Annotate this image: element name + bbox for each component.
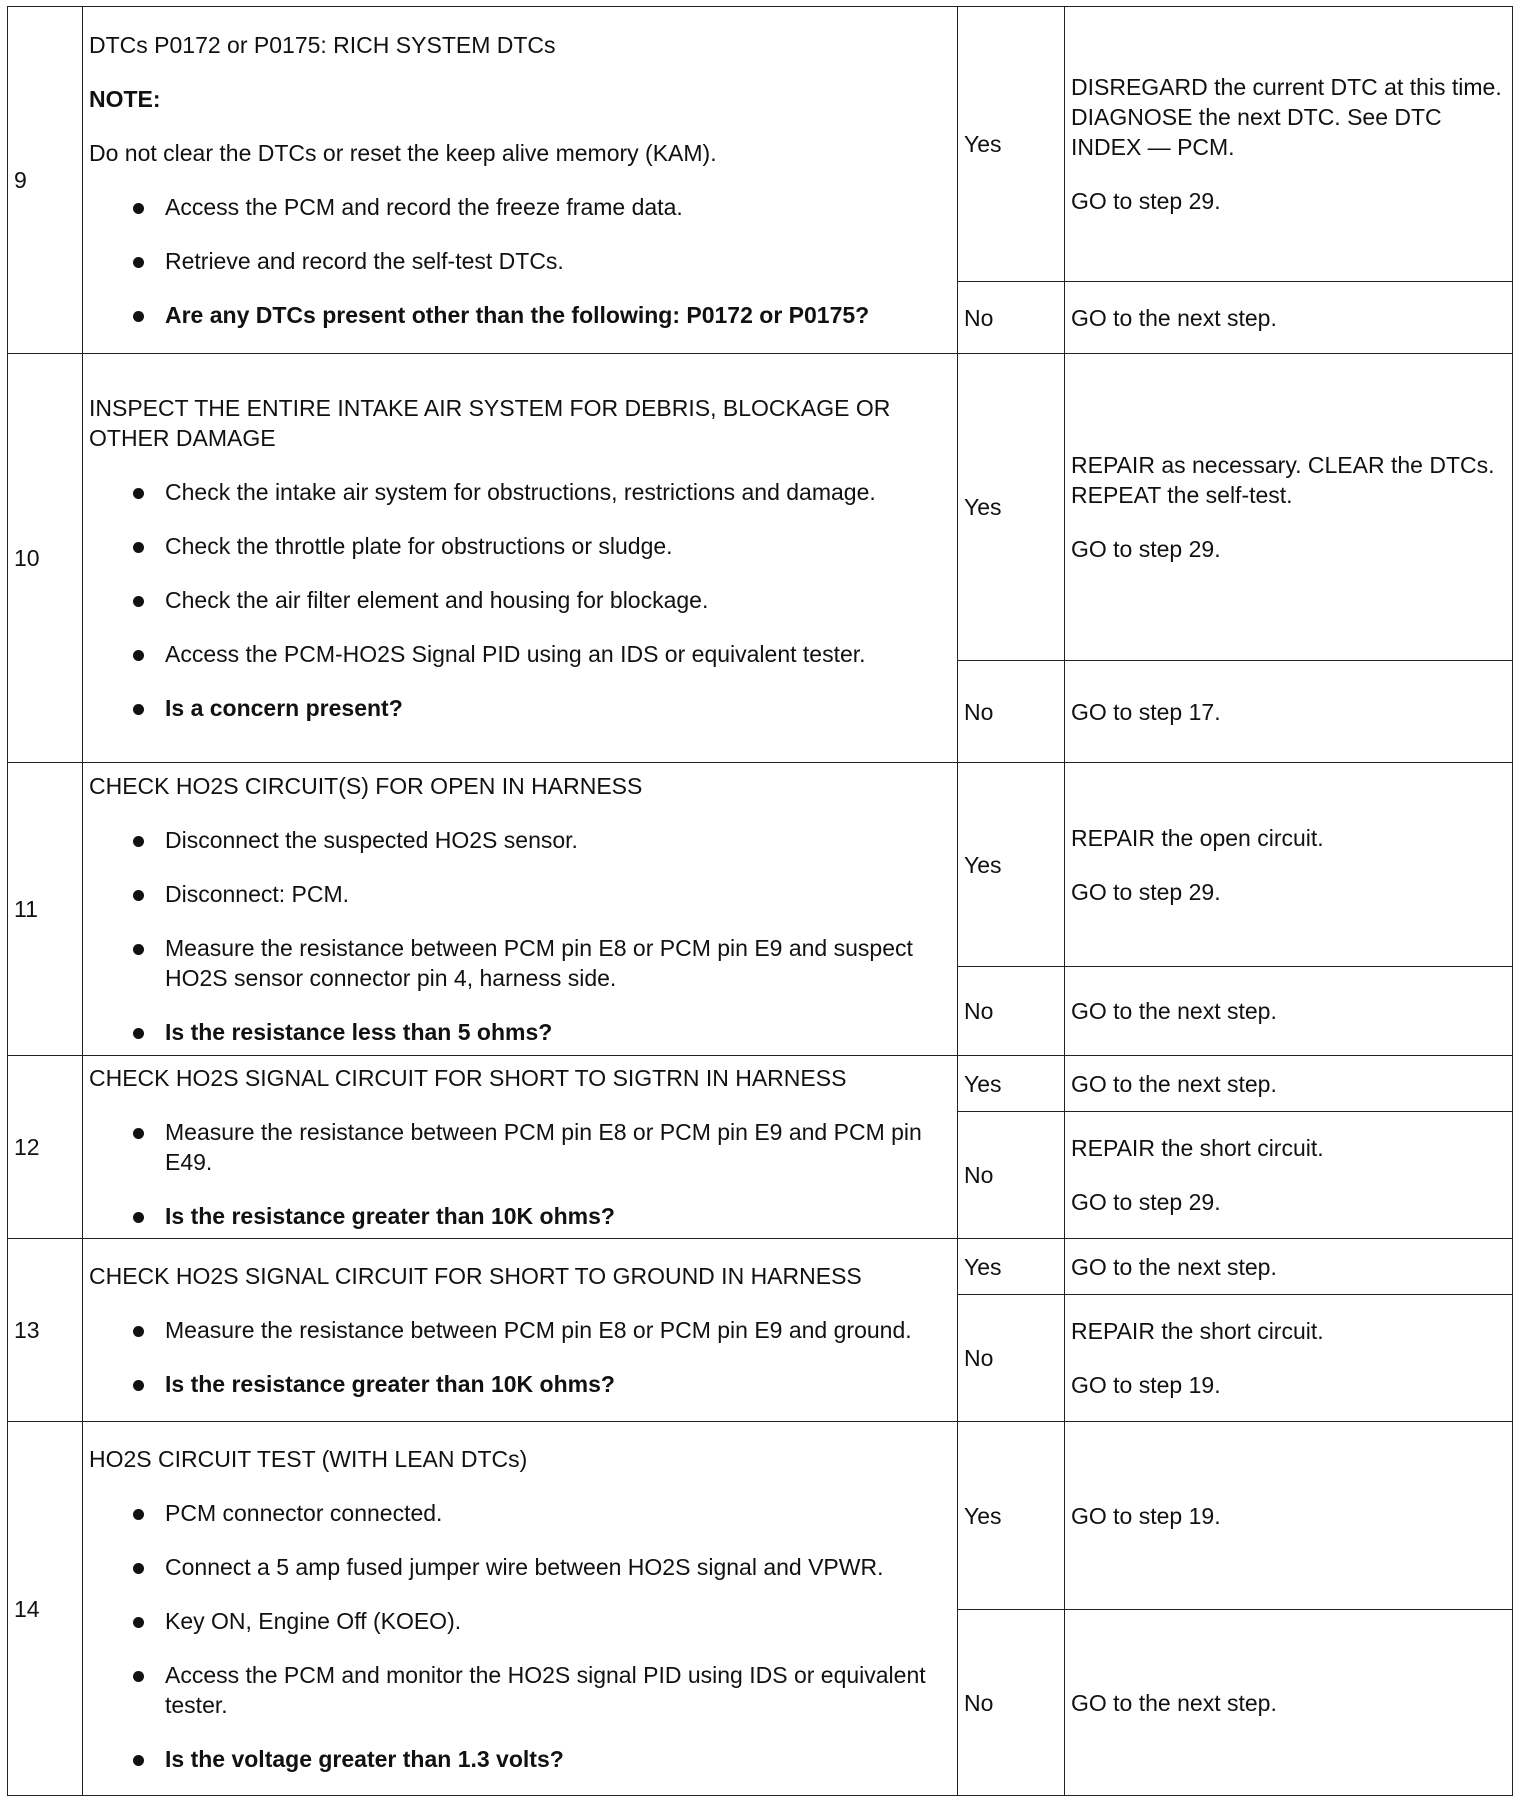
bullet-icon [133,1380,144,1391]
bullet-item: Check the air filter element and housing for blockage. [89,585,951,615]
step-heading: HO2S CIRCUIT TEST (WITH LEAN DTCs) [89,1445,528,1472]
bullet-list [89,1315,951,1399]
result-yes: Yes [958,7,1065,282]
note-label: NOTE: [89,86,161,112]
step-action [83,7,958,354]
bullet-icon [133,1128,144,1139]
note-text: Do not clear the DTCs or reset the keep alive memory (KAM). [89,140,717,166]
step-number: 9 [8,7,83,354]
bullet-icon [133,311,144,322]
outcome-no: GO to the next step. [1065,282,1513,354]
result-no: No [958,282,1065,354]
bullet-icon [133,1617,144,1628]
result-no: No [958,1112,1065,1239]
bullet-item: Connect a 5 amp fused jumper wire between HO2S signal and VPWR. [89,1552,951,1582]
outcome-no: GO to step 17. [1065,661,1513,763]
bullet-icon [133,1212,144,1223]
bullet-item: Measure the resistance between PCM pin E8 or PCM pin E9 and ground. [89,1315,951,1345]
step-row [8,7,1513,282]
outcome-yes: REPAIR the open circuit. GO to step 29. [1065,763,1513,967]
bullet-icon [133,542,144,553]
bullet-item: Measure the resistance between PCM pin E8 or PCM pin E9 and suspect HO2S sensor connector pin 4, harness side. [89,933,951,993]
bullet-list [89,1498,951,1774]
bullet-item: Disconnect: PCM. [89,879,951,909]
bullet-icon [133,257,144,268]
bullet-icon [133,836,144,847]
step-number: 10 [8,354,83,763]
bullet-icon [133,1028,144,1039]
question-item: Is the resistance less than 5 ohms? [89,1017,951,1047]
bullet-item: Disconnect the suspected HO2S sensor. [89,825,951,855]
result-yes: Yes [958,1422,1065,1610]
outcome-no: GO to the next step. [1065,1610,1513,1796]
step-heading: INSPECT THE ENTIRE INTAKE AIR SYSTEM FOR DEBRIS, BLOCKAGE OR OTHER DAMAGE [89,395,891,451]
bullet-item: Measure the resistance between PCM pin E8 or PCM pin E9 and PCM pin E49. [89,1117,951,1177]
result-yes: Yes [958,763,1065,967]
step-row [8,354,1513,661]
diagnostic-table [7,6,1513,1796]
step-row [8,1056,1513,1112]
bullet-icon [133,203,144,214]
bullet-icon [133,1326,144,1337]
result-no: No [958,1295,1065,1422]
step-number: 14 [8,1422,83,1796]
bullet-item: Check the intake air system for obstructions, restrictions and damage. [89,477,951,507]
bullet-icon [133,944,144,955]
bullet-list [89,477,951,723]
step-heading: CHECK HO2S SIGNAL CIRCUIT FOR SHORT TO SIGTRN IN HARNESS [89,1065,847,1091]
bullet-list [89,192,951,330]
result-yes: Yes [958,1056,1065,1112]
result-no: No [958,661,1065,763]
question-item: Are any DTCs present other than the following: P0172 or P0175? [89,300,951,330]
step-row [8,1422,1513,1610]
outcome-yes: GO to step 19. [1065,1422,1513,1610]
result-no: No [958,967,1065,1056]
question-item: Is the voltage greater than 1.3 volts? [89,1744,951,1774]
result-no: No [958,1610,1065,1796]
bullet-item: Access the PCM and record the freeze frame data. [89,192,951,222]
bullet-list [89,825,951,1047]
question-item: Is the resistance greater than 10K ohms? [89,1369,951,1399]
outcome-yes: GO to the next step. [1065,1239,1513,1295]
step-number: 12 [8,1056,83,1239]
bullet-icon [133,650,144,661]
outcome-no: GO to the next step. [1065,967,1513,1056]
step-action [83,1056,958,1239]
bullet-icon [133,1755,144,1766]
bullet-icon [133,704,144,715]
bullet-icon [133,1509,144,1520]
outcome-yes: REPAIR as necessary. CLEAR the DTCs. REPEAT the self-test. GO to step 29. [1065,354,1513,661]
bullet-list [89,1117,951,1231]
bullet-item: Retrieve and record the self-test DTCs. [89,246,951,276]
outcome-no: REPAIR the short circuit. GO to step 19. [1065,1295,1513,1422]
bullet-icon [133,1671,144,1682]
question-item: Is the resistance greater than 10K ohms? [89,1201,951,1231]
step-number: 11 [8,763,83,1056]
bullet-item: PCM connector connected. [89,1498,951,1528]
bullet-icon [133,1563,144,1574]
outcome-no: REPAIR the short circuit. GO to step 29. [1065,1112,1513,1239]
bullet-icon [133,890,144,901]
step-row [8,763,1513,967]
outcome-yes: DISREGARD the current DTC at this time. DIAGNOSE the next DTC. See DTC INDEX — PCM. GO to step 29. [1065,7,1513,282]
bullet-icon [133,596,144,607]
outcome-yes: GO to the next step. [1065,1056,1513,1112]
step-heading: CHECK HO2S SIGNAL CIRCUIT FOR SHORT TO GROUND IN HARNESS [89,1263,862,1289]
result-yes: Yes [958,1239,1065,1295]
step-row [8,1239,1513,1295]
step-number: 13 [8,1239,83,1422]
step-action [83,1422,958,1796]
step-heading: DTCs P0172 or P0175: RICH SYSTEM DTCs [89,32,556,58]
step-action [83,763,958,1056]
bullet-item: Key ON, Engine Off (KOEO). [89,1606,951,1636]
result-yes: Yes [958,354,1065,661]
bullet-item: Access the PCM and monitor the HO2S signal PID using IDS or equivalent tester. [89,1660,951,1720]
bullet-icon [133,488,144,499]
bullet-item: Check the throttle plate for obstructions or sludge. [89,531,951,561]
question-item: Is a concern present? [89,693,951,723]
step-action [83,1239,958,1422]
bullet-item: Access the PCM-HO2S Signal PID using an IDS or equivalent tester. [89,639,951,669]
step-action [83,354,958,763]
step-heading: CHECK HO2S CIRCUIT(S) FOR OPEN IN HARNESS [89,773,643,799]
